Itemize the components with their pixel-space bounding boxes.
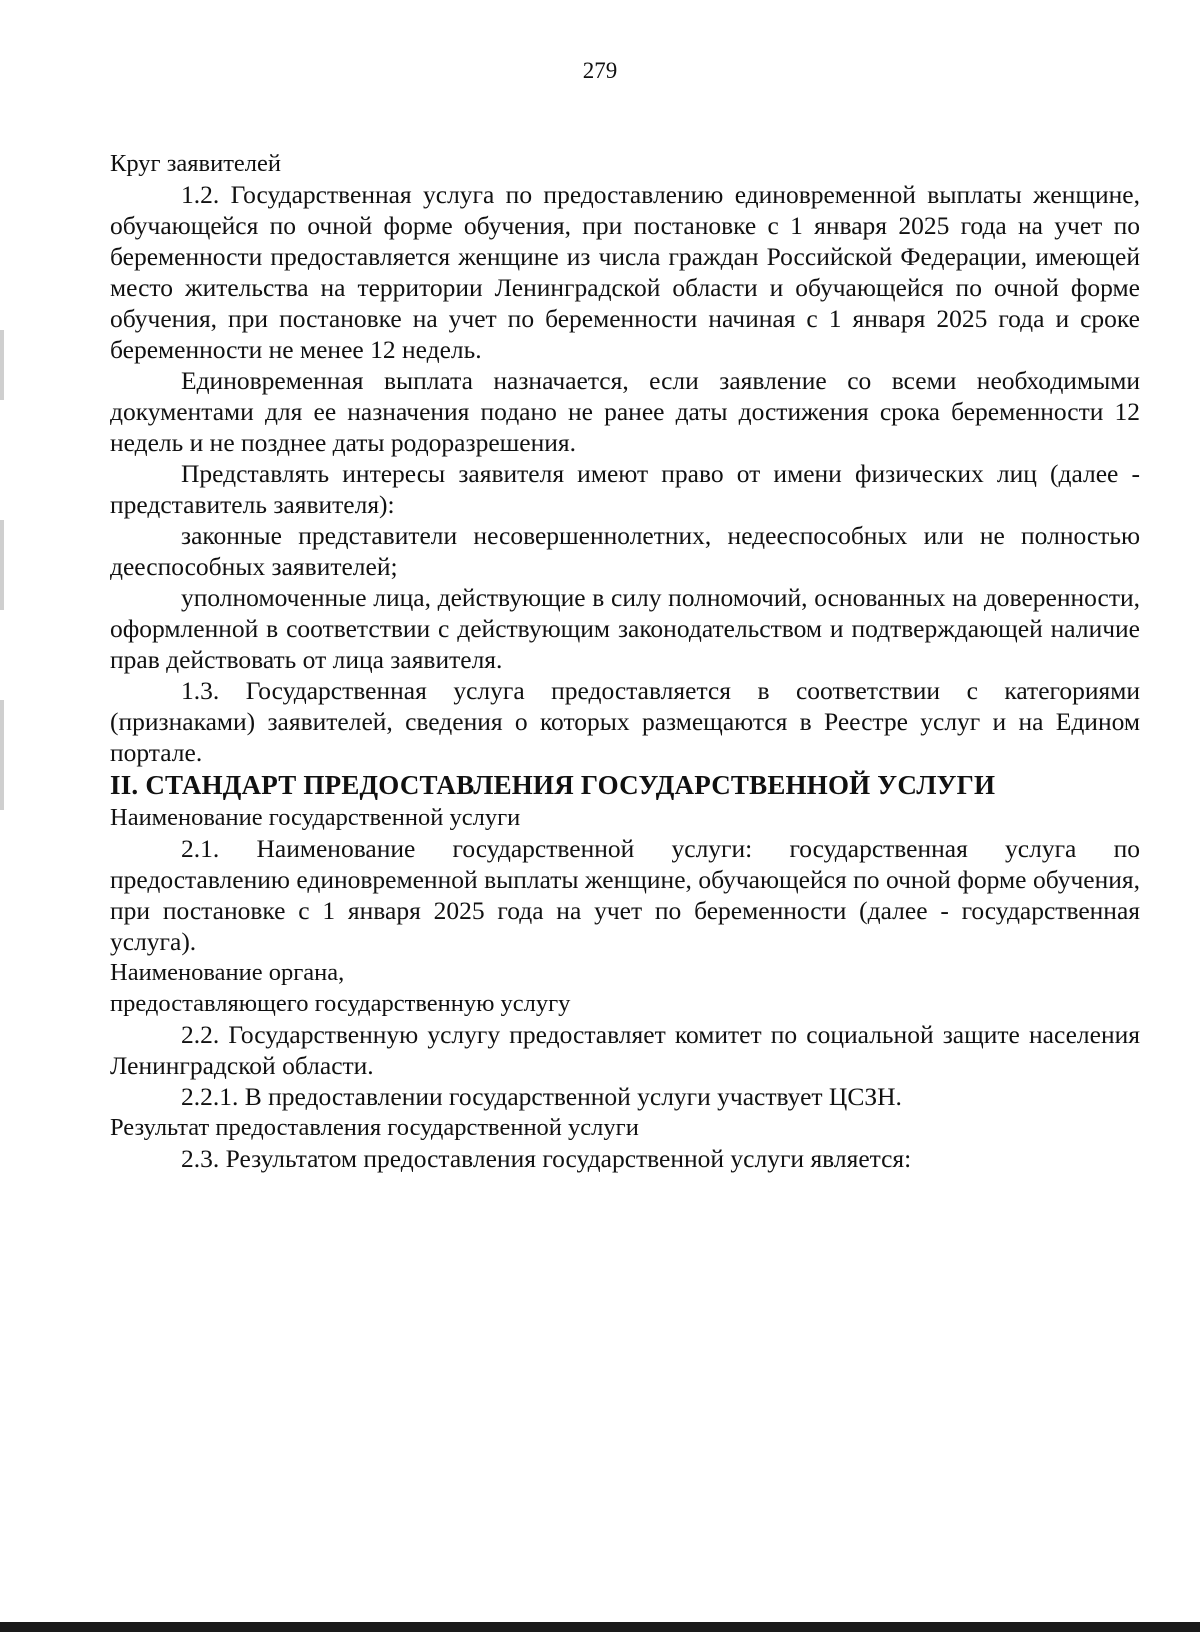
scan-bottom-edge bbox=[0, 1622, 1200, 1632]
document-body bbox=[110, 148, 1140, 1174]
paragraph-2-2: 2.2. Государственную услугу предоставляет комитет по социальной защите населения Ленинградской области. bbox=[110, 1020, 1140, 1080]
paragraph-representatives: Представлять интересы заявителя имеют право от имени физических лиц (далее - представитель заявителя): bbox=[110, 459, 1140, 519]
heading-service-name: Наименование государственной услуги bbox=[110, 804, 521, 831]
heading-authority-line2: предоставляющего государственную услугу bbox=[110, 990, 571, 1017]
heading-authority-line1: Наименование органа, bbox=[110, 959, 345, 986]
scan-edge-mark bbox=[0, 520, 4, 610]
paragraph-payment-conditions: Единовременная выплата назначается, если заявление со всеми необходимыми документами для ее назначения подано не ранее даты достижения срока беременности 12 недель и не позднее даты родоразрешения. bbox=[110, 366, 1140, 457]
heading-service-result: Результат предоставления государственной услуги bbox=[110, 1114, 639, 1141]
paragraph-authorized-persons: уполномоченные лица, действующие в силу полномочий, основанных на доверенности, оформленной в соответствии с действующим законодательством и подтверждающей наличие прав действовать от лица заявителя. bbox=[110, 583, 1140, 674]
paragraph-1-2: 1.2. Государственная услуга по предоставлению единовременной выплаты женщине, обучающейся по очной форме обучения, при постановке с 1 января 2025 года на учет по беременности предоставляется женщине из числа граждан Российской Федерации, имеющей место жительства на территории Ленинградской области и обучающейся по очной форме обучения, при постановке на учет по беременности начиная с 1 января 2025 года и сроке беременности не менее 12 недель. bbox=[110, 180, 1140, 364]
scan-edge-mark bbox=[0, 330, 4, 400]
paragraph-1-3: 1.3. Государственная услуга предоставляется в соответствии с категориями (признаками) заявителей, сведения о которых размещаются в Реестре услуг и на Едином портале. bbox=[110, 676, 1140, 767]
paragraph-legal-representatives: законные представители несовершеннолетних, недееспособных или не полностью дееспособных заявителей; bbox=[110, 521, 1140, 581]
paragraph-2-3: 2.3. Результатом предоставления государственной услуги является: bbox=[181, 1144, 912, 1173]
heading-applicants-circle: Круг заявителей bbox=[110, 150, 281, 177]
paragraph-2-1: 2.1. Наименование государственной услуги: государственная услуга по предоставлению единовременной выплаты женщине, обучающейся по очной форме обучения, при постановке с 1 января 2025 года на учет по беременности (далее - государственная услуга). bbox=[110, 834, 1140, 956]
paragraph-2-2-1: 2.2.1. В предоставлении государственной услуги участвует ЦСЗН. bbox=[181, 1082, 902, 1111]
page-number: 279 bbox=[582, 58, 618, 83]
section-2-title: II. СТАНДАРТ ПРЕДОСТАВЛЕНИЯ ГОСУДАРСТВЕННОЙ УСЛУГИ bbox=[110, 770, 996, 800]
scan-edge-mark bbox=[0, 700, 4, 810]
